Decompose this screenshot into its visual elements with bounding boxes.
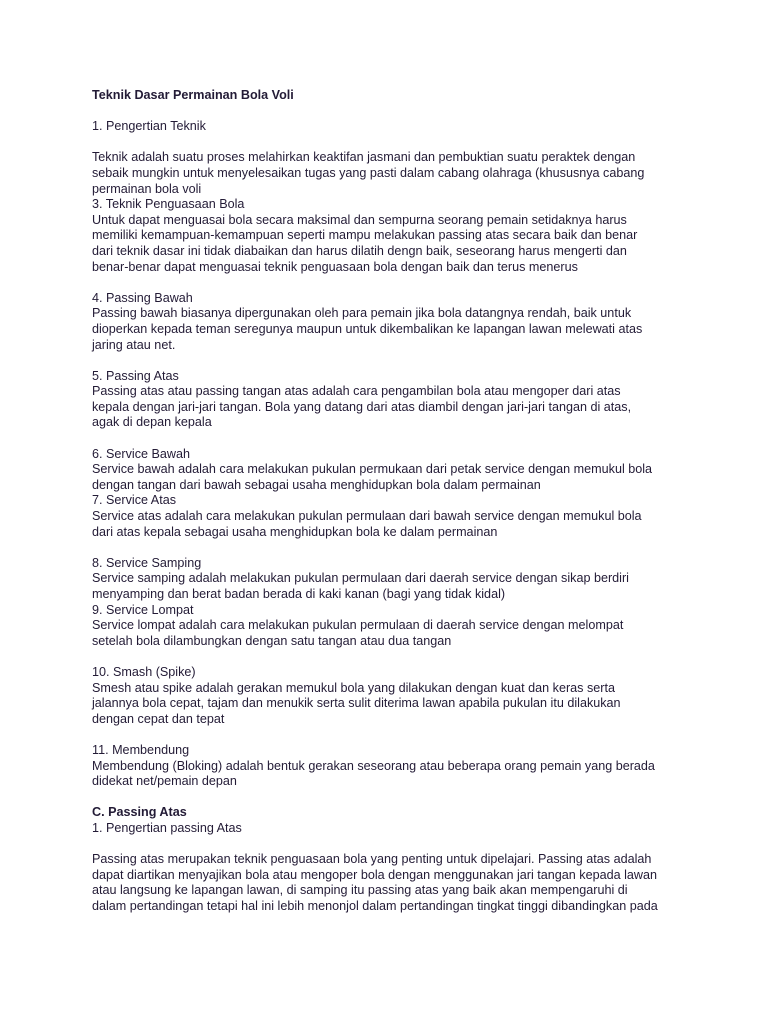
section-c-subheading: 1. Pengertian passing Atas [92,820,242,835]
text-line: Passing atas merupakan teknik penguasaan bola yang penting untuk dipelajari. Passing atas adalah [92,852,652,867]
text-line: Passing bawah biasanya dipergunakan oleh para pemain jika bola datangnya rendah, baik untuk [92,306,632,321]
text-line: benar-benar dapat menguasai teknik penguasaan bola dengan baik dan terus menerus [92,259,578,274]
text-section [92,447,682,541]
paragraph-gap [92,727,682,743]
text-line: dapat diartikan menyajikan bola atau mengoper bola dengan menggunakan jari tangan kepada lawan [92,867,658,882]
text-line: permainan bola voli [92,181,202,196]
text-line: Teknik adalah suatu proses melahirkan keaktifan jasmani dan pembuktian suatu peraktek dengan [92,150,636,165]
text-line: 5. Passing Atas [92,368,179,383]
text-line: 9. Service Lompat [92,602,194,617]
text-line: jalannya bola cepat, tajam dan menukik serta sulit diterima lawan apabila pukulan itu dilakukan [92,696,621,711]
paragraph-gap [92,790,682,806]
text-line: Service bawah adalah cara melakukan pukulan permukaan dari petak service dengan memukul bola [92,462,653,477]
paragraph-gap [92,353,682,369]
text-section [92,556,682,650]
text-section [92,150,682,275]
text-line: dengan tangan dari bawah sebagai usaha menghidupkan bola dalam permainan [92,477,541,492]
text-line: sebaik mungkin untuk menyelesaikan tugas yang pasti dalam cabang olahraga (khususnya cabang [92,165,645,180]
text-line: 8. Service Samping [92,555,202,570]
text-line: Smesh atau spike adalah gerakan memukul bola yang dilakukan dengan kuat dan keras serta [92,680,615,695]
text-section [92,665,682,727]
text-line: atau langsung ke lapangan lawan, di samping itu passing atas yang baik akan mempengaruhi di [92,883,628,898]
text-line: 3. Teknik Penguasaan Bola [92,197,245,212]
text-line: kepala dengan jari-jari tangan. Bola yang datang dari atas diambil dengan jari-jari tangan di atas, [92,399,632,414]
paragraph-gap [92,540,682,556]
text-line: dari teknik dasar ini tidak diabaikan dan harus dilatih dengn baik, seseorang harus mengerti dan [92,243,627,258]
section-c-paragraph [92,852,682,914]
text-line: didekat net/pemain depan [92,774,237,789]
paragraph-gap [92,649,682,665]
text-section [92,119,682,135]
text-line: 1. Pengertian Teknik [92,119,206,134]
text-line: menyamping dan berat badan berada di kaki kanan (bagi yang tidak kidal) [92,587,506,601]
text-line: dengan cepat dan tepat [92,711,225,726]
text-line: Service samping adalah melakukan pukulan permulaan dari daerah service dengan sikap berdiri [92,571,629,586]
text-section [92,743,682,790]
document-sections [92,119,682,805]
text-line: setelah bola dilambungkan dengan satu tangan atau dua tangan [92,633,452,648]
text-line: 4. Passing Bawah [92,290,193,305]
text-line: Service lompat adalah cara melakukan pukulan permulaan di daerah service dengan melompat [92,618,624,633]
section-c-heading: C. Passing Atas [92,805,187,820]
text-line: Untuk dapat menguasai bola secara maksimal dan sempurna seorang pemain setidaknya harus [92,212,627,227]
paragraph-gap [92,837,682,853]
paragraph-gap [92,275,682,291]
text-line: memiliki kemampuan-kemampuan seperti mampu melakukan passing atas secara baik dan benar [92,228,638,243]
text-line: Service atas adalah cara melakukan pukulan permulaan dari bawah service dengan memukul bola [92,509,642,524]
text-line: 11. Membendung [92,742,190,757]
text-line: 10. Smash (Spike) [92,664,196,679]
paragraph-gap [92,431,682,447]
text-line: dalam pertandingan tetapi hal ini lebih menonjol dalam pertandingan tingkat tinggi dibandingkan pada [92,898,658,913]
text-line: agak di depan kepala [92,415,212,430]
text-section [92,369,682,431]
text-section [92,291,682,353]
text-line: Membendung (Bloking) adalah bentuk gerakan seseorang atau beberapa orang pemain yang berada [92,758,655,773]
text-line: 7. Service Atas [92,493,176,508]
text-line: Passing atas atau passing tangan atas adalah cara pengambilan bola atau mengoper dari atas [92,384,621,399]
text-line: dioperkan kepada teman seregunya maupun untuk dikembalikan ke lapangan lawan melewati atas [92,321,643,336]
text-line: dari atas kepala sebagai usaha menghidupkan bola ke dalam permainan [92,524,498,539]
paragraph-gap [92,104,682,120]
document-title: Teknik Dasar Permainan Bola Voli [92,88,294,102]
text-line: jaring atau net. [92,337,176,352]
document-page [92,88,682,914]
text-line: 6. Service Bawah [92,446,191,461]
paragraph-gap [92,135,682,151]
